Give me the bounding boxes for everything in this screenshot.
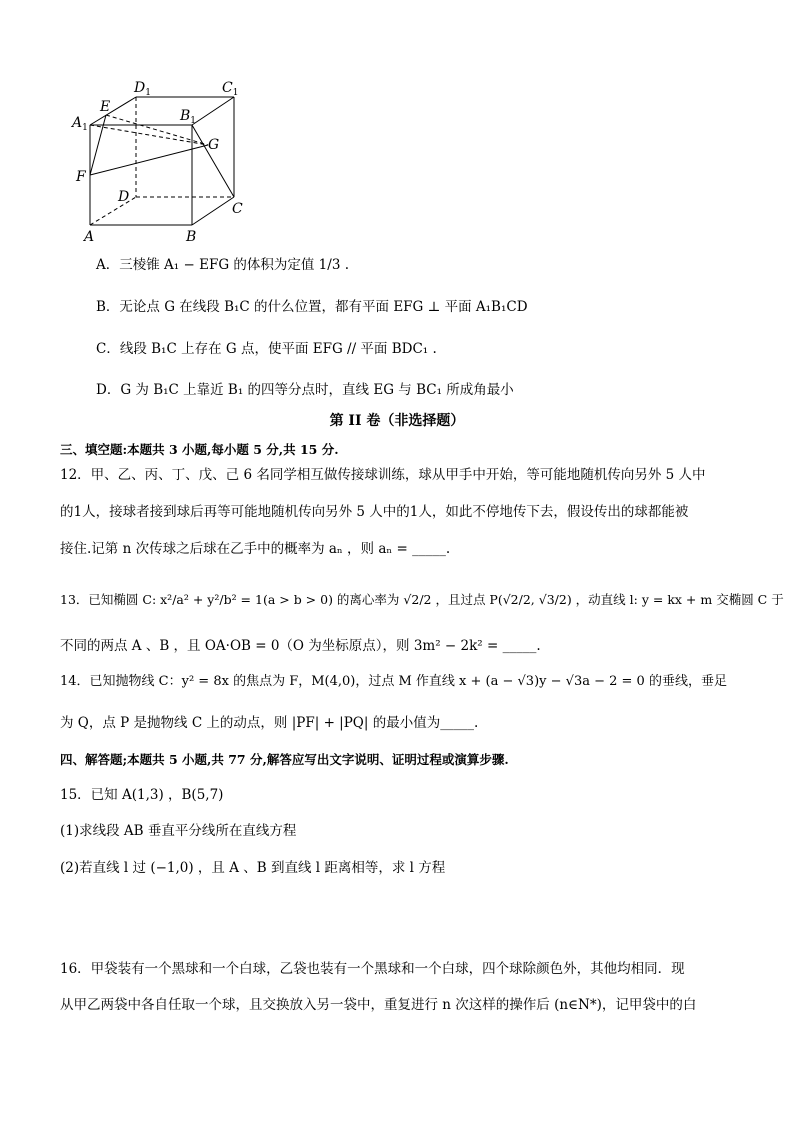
label-sub: 1 — [190, 116, 197, 126]
label-D: D — [118, 189, 130, 205]
q15-line2: (1)求线段 AB 垂直平分线所在直线方程 — [60, 823, 297, 839]
label-A1: A — [72, 115, 83, 131]
q15-line1: 15．已知 A(1,3) ，B(5,7) — [60, 787, 224, 803]
q11-option-b: B．无论点 G 在线段 B₁C 的什么位置，都有平面 EFG ⊥ 平面 A₁B₁CD — [96, 299, 528, 315]
label-B: B — [186, 229, 197, 245]
q16-line1: 16．甲袋装有一个黑球和一个白球，乙袋也装有一个黑球和一个白球，四个球除颜色外，其他均相同．现 — [60, 961, 685, 977]
q11-option-a: A．三棱锥 A₁ − EFG 的体积为定值 1/3 . — [96, 257, 349, 273]
label-G: G — [208, 137, 220, 153]
q14-line2: 为 Q，点 P 是抛物线 C 上的动点，则 |PF| + |PQ| 的最小值为_____. — [60, 715, 479, 731]
section3-heading: 三、填空题:本题共 3 小题,每小题 5 分,共 15 分. — [60, 442, 339, 457]
svg-text:B1 — [179, 108, 196, 126]
label-E: E — [100, 99, 111, 115]
q14-line1: 14．已知抛物线 C：y² = 8x 的焦点为 F，M(4,0)，过点 M 作直线 x + (a − √3)y − √3a − 2 = 0 的垂线，垂足 — [60, 674, 727, 689]
label-sub: 1 — [145, 88, 151, 98]
q13-line1: 13．已知椭圆 C: x²/a² + y²/b² = 1(a > b > 0) 的离心率为 √2/2 ，且过点 P(√2/2, √3/2) ，动直线 l: y = kx + m 交椭圆 C 于 — [60, 592, 784, 607]
label-C: C — [232, 201, 243, 217]
q13-line2: 不同的两点 A 、B ，且 OA·OB = 0（O 为坐标原点），则 3m² − 2k² = _____. — [60, 638, 541, 654]
q11-option-d: D．G 为 B₁C 上靠近 B₁ 的四等分点时，直线 EG 与 BC₁ 所成角最小 — [96, 382, 514, 398]
section4-heading: 四、解答题;本题共 5 小题,共 77 分,解答应写出文字说明、证明过程或演算步骤. — [60, 752, 509, 767]
label-B1: B — [180, 108, 191, 124]
label-A: A — [84, 229, 95, 245]
label-F: F — [76, 169, 86, 185]
q12-line1: 12．甲、乙、丙、丁、戊、己 6 名同学相互做传接球训练，球从甲手中开始，等可能地随机传向另外 5 人中 — [60, 467, 706, 483]
q11-option-c: C．线段 B₁C 上存在 G 点，使平面 EFG // 平面 BDC₁ . — [96, 341, 437, 357]
svg-text:D1 — [133, 80, 151, 98]
cube-figure — [70, 75, 250, 245]
part2-title: 第 II 卷（非选择题） — [329, 413, 465, 429]
svg-text:C1 — [222, 80, 238, 98]
label-C1: C — [222, 80, 233, 96]
q12-line2: 的1人，接球者接到球后再等可能地随机传向另外 5 人中的1人，如此不停地传下去，假设传出的球都能被 — [60, 504, 689, 520]
svg-text:A1 — [70, 115, 88, 133]
cube-diagram — [70, 75, 250, 245]
label-sub: 1 — [232, 88, 239, 98]
label-D1: D — [134, 80, 146, 96]
q12-line3: 接住.记第 n 次传球之后球在乙手中的概率为 aₙ ，则 aₙ = _____. — [60, 541, 451, 557]
q16-line2: 从甲乙两袋中各自任取一个球，且交换放入另一袋中，重复进行 n 次这样的操作后 (n∈N*)，记甲袋中的白 — [60, 997, 697, 1013]
q15-line3: (2)若直线 l 过 (−1,0) ，且 A 、B 到直线 l 距离相等，求 l 方程 — [60, 860, 446, 876]
label-sub: 1 — [82, 123, 88, 133]
